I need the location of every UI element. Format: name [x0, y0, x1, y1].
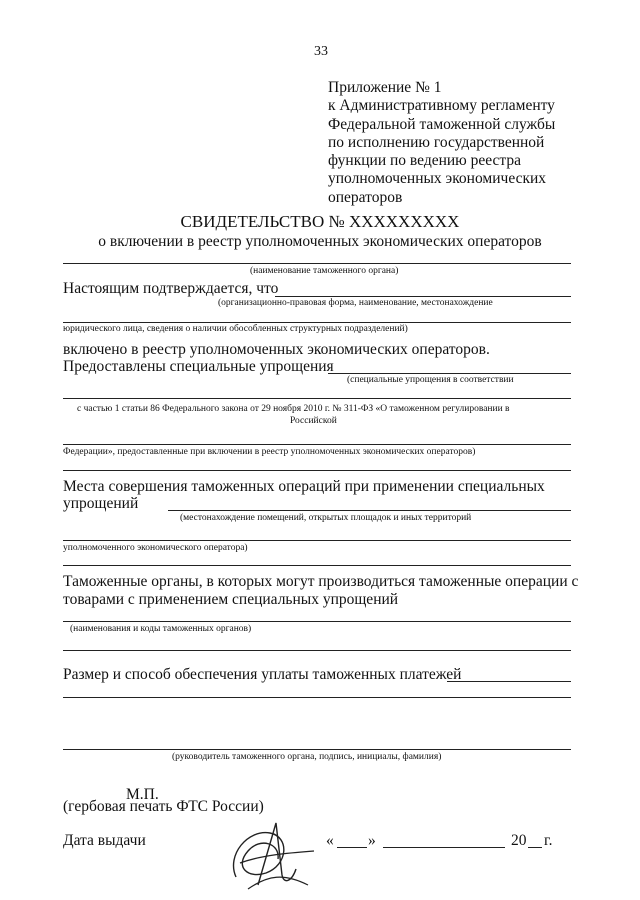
handwritten-signature: [218, 815, 328, 895]
caption-legal-entity: юридического лица, сведения о наличии обособленных структурных подразделений): [63, 324, 408, 334]
security-line-2: [63, 697, 571, 698]
certificate-subtitle: о включении в реестр уполномоченных экономических операторов: [98, 233, 542, 250]
security-line: [447, 681, 571, 682]
security-text: Размер и способ обеспечения уплаты таможенных платежей: [63, 666, 462, 683]
customs-bodies-text-2: товарами с применением специальных упрощений: [63, 591, 399, 608]
simplifications-line-3: [63, 444, 571, 445]
caption-simplifications-1: (специальные упрощения в соответствии: [347, 375, 514, 385]
date-quote-close: »: [368, 832, 376, 849]
caption-places-1: (местонахождение помещений, открытых площадок и иных территорий: [180, 513, 472, 523]
appendix-line: функции по ведению реестра: [328, 152, 521, 170]
simplifications-line-4: [63, 470, 571, 471]
issue-date-label: Дата выдачи: [63, 832, 146, 849]
customs-body-line: [63, 263, 571, 264]
places-line-3: [63, 565, 571, 566]
caption-simplifications-4: Федерации», предоставленные при включении в реестр уполномоченных экономических операторов): [63, 447, 476, 457]
month-line: [383, 847, 505, 848]
caption-simplifications-2: с частью 1 статьи 86 Федерального закона от 29 ноября 2010 г. № 311-ФЗ «О таможенном регулировании в: [77, 404, 510, 414]
places-text-2: упрощений: [63, 495, 139, 512]
year-suffix: г.: [544, 832, 553, 849]
appendix-line: Приложение № 1: [328, 79, 442, 96]
caption-customs-body: (наименование таможенного органа): [250, 266, 399, 276]
appendix-line: по исполнению государственной: [328, 133, 545, 151]
simplifications-line: [328, 373, 571, 374]
caption-simplifications-3: Российской: [290, 416, 337, 426]
organization-line: [275, 296, 571, 297]
seal-caption: (гербовая печать ФТС России): [63, 798, 264, 815]
customs-codes-line-2: [63, 650, 571, 651]
date-quote-open: «: [326, 832, 334, 849]
appendix-block: [328, 79, 555, 207]
appendix-line: Федеральной таможенной службы: [328, 115, 556, 133]
caption-places-2: уполномоченного экономического оператора): [63, 543, 248, 553]
appendix-line: операторов: [328, 188, 403, 206]
head-signature-line: [63, 749, 571, 750]
places-text-1: Места совершения таможенных операций при применении специальных: [63, 478, 545, 495]
included-text: включено в реестр уполномоченных экономических операторов.: [63, 341, 490, 358]
customs-codes-line: [63, 621, 571, 622]
seal-mp: М.П.: [126, 786, 159, 803]
places-line: [168, 510, 571, 511]
confirm-text: Настоящим подтверждается, что: [63, 280, 279, 297]
page-number: 33: [314, 44, 328, 59]
appendix-line: к Административному регламенту: [328, 97, 555, 115]
caption-customs-codes: (наименования и коды таможенных органов): [70, 624, 252, 634]
customs-bodies-text-1: Таможенные органы, в которых могут производиться таможенные операции с: [63, 573, 579, 590]
simplifications-text: Предоставлены специальные упрощения: [63, 358, 334, 375]
caption-head: (руководитель таможенного органа, подпись, инициалы, фамилия): [172, 752, 442, 762]
year-line: [528, 847, 542, 848]
certificate-title: СВИДЕТЕЛЬСТВО № XXXXXXXXX: [180, 212, 460, 231]
day-line: [337, 847, 367, 848]
places-line-2: [63, 540, 571, 541]
year-prefix: 20: [511, 832, 527, 849]
appendix-line: уполномоченных экономических: [328, 170, 547, 188]
legal-entity-line: [63, 322, 571, 323]
caption-legal-form: (организационно-правовая форма, наименование, местонахождение: [218, 298, 493, 308]
simplifications-line-2: [63, 398, 571, 399]
